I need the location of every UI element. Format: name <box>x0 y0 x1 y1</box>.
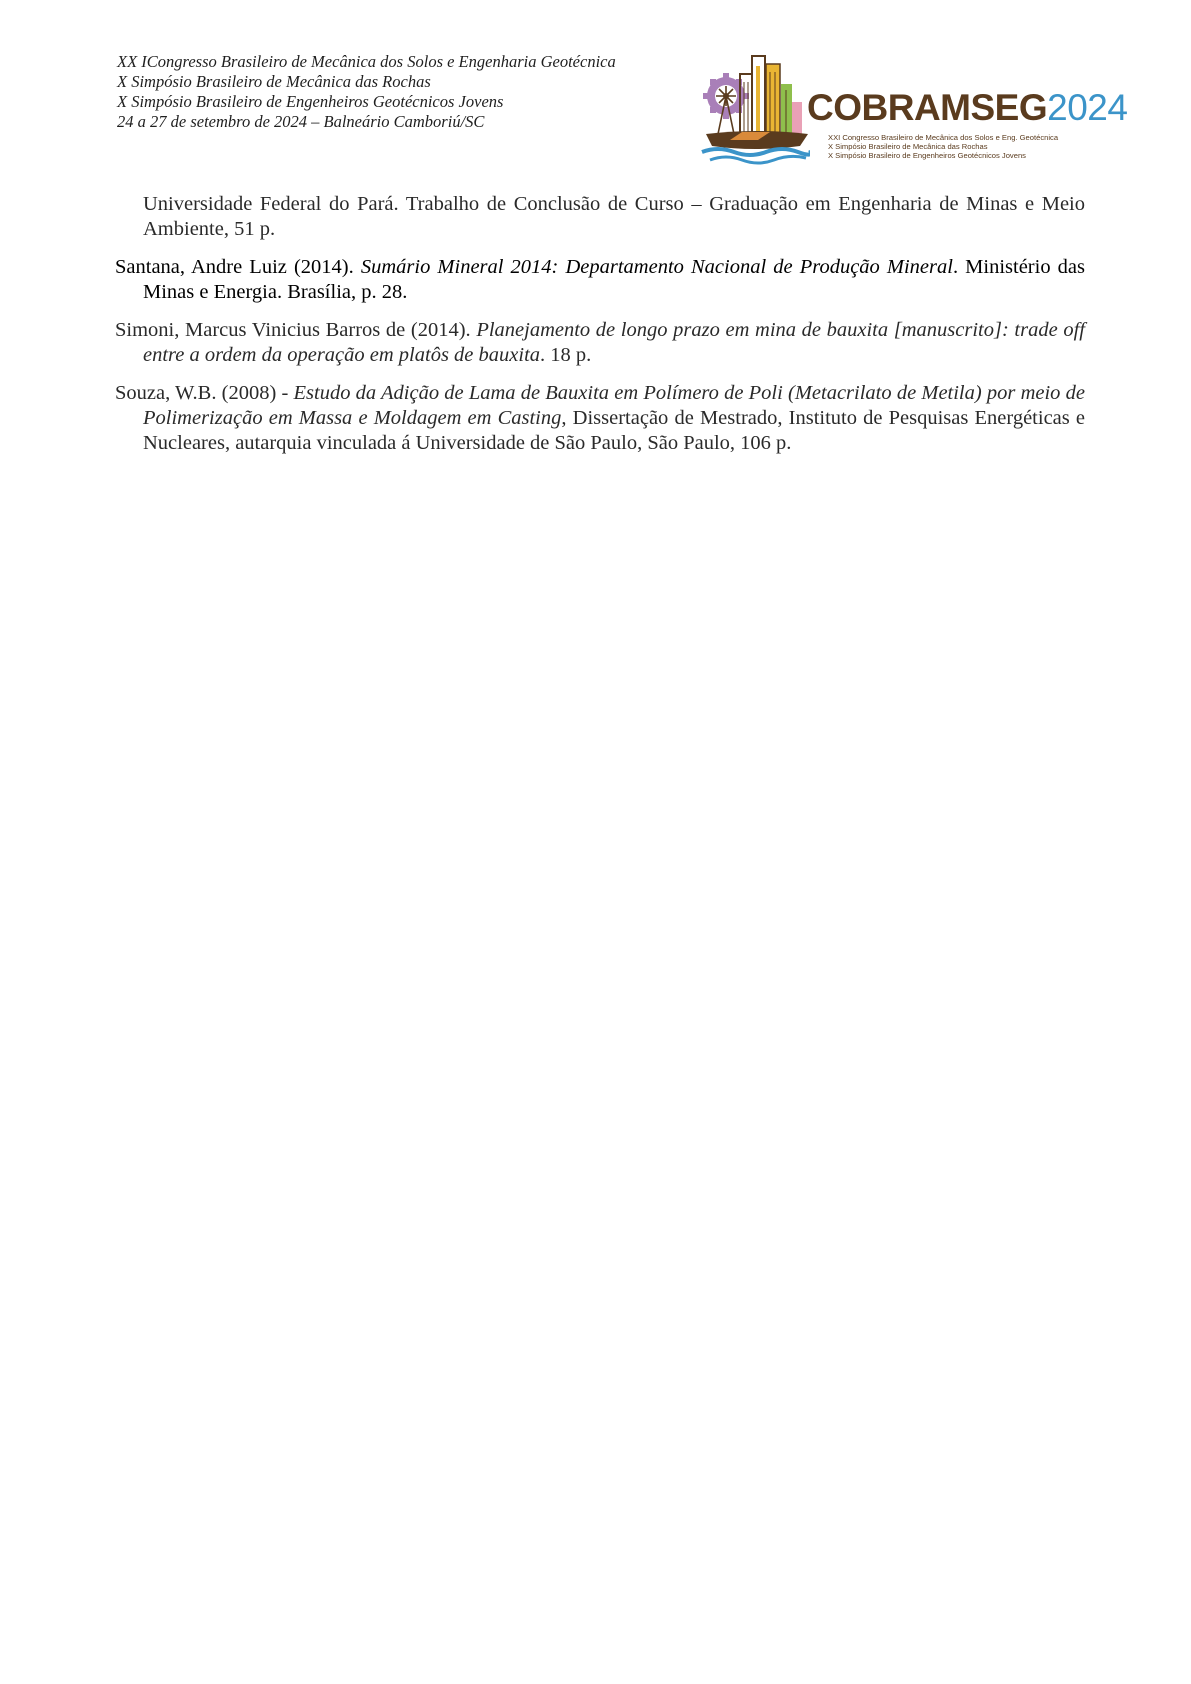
header-line-4: 24 a 27 de setembro de 2024 – Balneário Camboriú/SC <box>117 112 485 131</box>
logo-wordmark <box>807 88 1127 128</box>
reference-title: Sumário Mineral 2014: Departamento Nacional de Produção Mineral <box>360 256 953 278</box>
header-line-1: XX ICongresso Brasileiro de Mecânica dos Solos e Engenharia Geotécnica <box>117 52 616 71</box>
reference-authors: Souza, W.B. (2008) - <box>115 382 294 404</box>
reference-continued: Universidade Federal do Pará. Trabalho de Conclusão de Curso – Graduação em Engenharia de Minas e Meio Ambiente, 51 p. <box>143 193 1085 240</box>
conference-header <box>117 52 616 132</box>
reference-list <box>115 192 1085 469</box>
logo-line-1: XXI Congresso Brasileiro de Mecânica dos Solos e Eng. Geotécnica <box>828 133 1059 142</box>
logo-line-2: X Simpósio Brasileiro de Mecânica das Rochas <box>828 142 988 151</box>
reference-simoni <box>115 318 1085 368</box>
reference-authors: Simoni, Marcus Vinicius Barros de (2014). <box>115 319 477 341</box>
reference-details: , Dissertação de Mestrado, Instituto de Pesquisas Energéticas e Nucleares, autarquia vinculada á Universidade de São Paulo, São Paulo, 106 p. <box>143 407 1085 454</box>
logo-line-3: X Simpósio Brasileiro de Engenheiros Geotécnicos Jovens <box>828 151 1026 160</box>
reference-title: Estudo da Adição de Lama de Bauxita em Polímero de Poli (Metacrilato de Metila) por meio de Polimerização em Massa e Moldagem em Casting <box>143 382 1085 429</box>
cobramseg-logo <box>700 48 1128 168</box>
reference-details: . Ministério das Minas e Energia. Brasília, p. 28. <box>143 256 1085 303</box>
logo-brand: COBRAMSEG <box>807 87 1048 128</box>
reference-title: Planejamento de longo prazo em mina de bauxita [manuscrito]: trade off entre a ordem da operação em platôs de bauxita <box>143 319 1085 366</box>
reference-souza <box>115 381 1085 456</box>
header-line-3: X Simpósio Brasileiro de Engenheiros Geotécnicos Jovens <box>117 92 504 111</box>
reference-santana <box>115 255 1085 305</box>
reference-authors: Santana, Andre Luiz (2014). <box>115 256 361 278</box>
logo-subtitle <box>828 133 1058 160</box>
reference-details: . 18 p. <box>540 344 592 366</box>
header-line-2: X Simpósio Brasileiro de Mecânica das Rochas <box>117 72 431 91</box>
logo-year: 2024 <box>1047 87 1128 128</box>
logo-graphic-icon <box>700 48 810 168</box>
